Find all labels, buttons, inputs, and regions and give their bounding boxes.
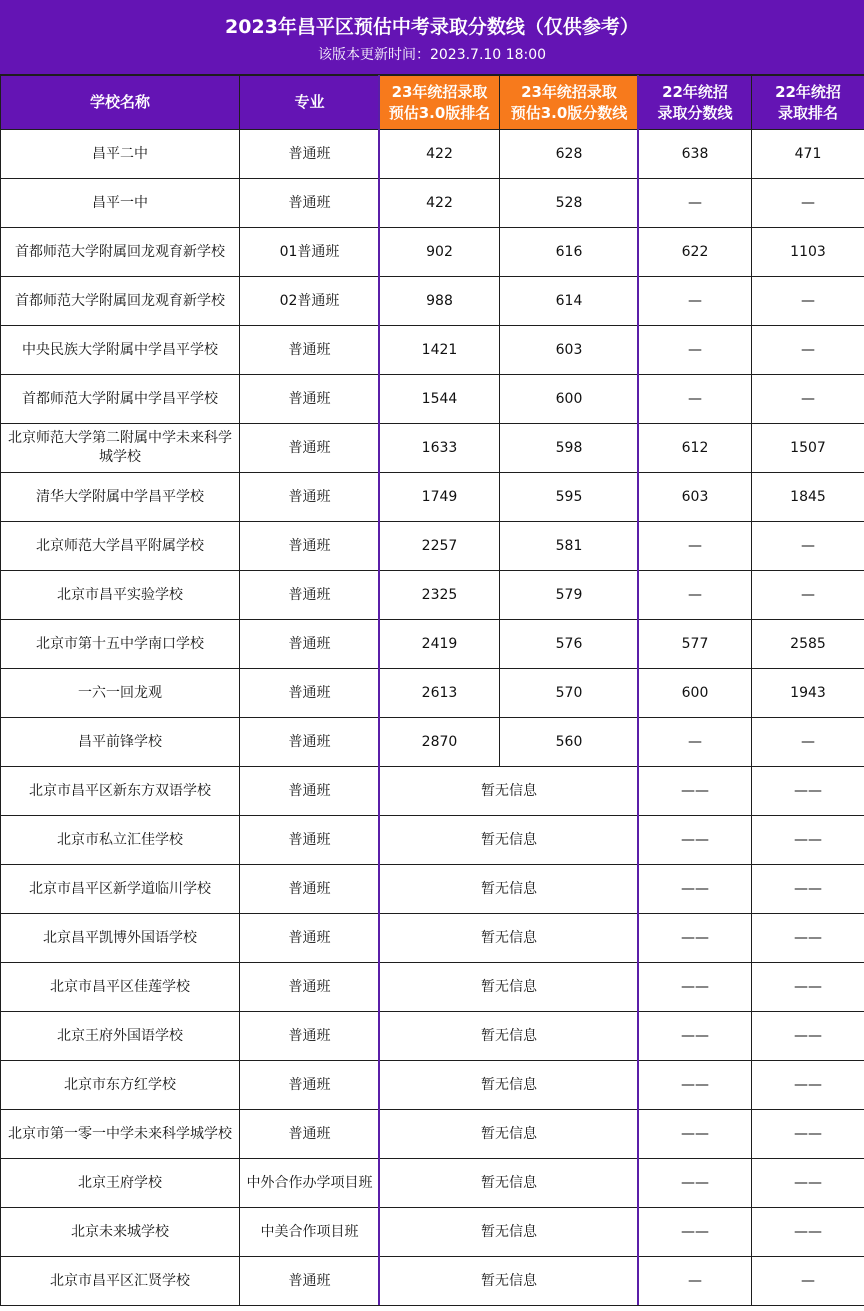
- rank-2022: —: [752, 375, 864, 424]
- table-row: [1, 1012, 864, 1061]
- school-name: 北京市私立汇佳学校: [1, 816, 240, 865]
- table-row: [1, 228, 864, 277]
- major: 中美合作项目班: [240, 1208, 380, 1257]
- major: 普通班: [240, 473, 380, 522]
- score-2022: 612: [639, 424, 752, 473]
- major: 普通班: [240, 620, 380, 669]
- rank-2023: 1544: [380, 375, 500, 424]
- table-row: [1, 179, 864, 228]
- major: 普通班: [240, 424, 380, 473]
- rank-2023: 422: [380, 130, 500, 179]
- major: 01普通班: [240, 228, 380, 277]
- major: 02普通班: [240, 277, 380, 326]
- rank-2022: —: [752, 179, 864, 228]
- col-header-rank23: 23年统招录取 预估3.0版排名: [380, 76, 500, 130]
- school-name: 首都师范大学附属回龙观育新学校: [1, 277, 240, 326]
- score-2023: 560: [500, 718, 639, 767]
- col-header-rank22: 22年统招 录取排名: [752, 76, 864, 130]
- score-2023: 603: [500, 326, 639, 375]
- school-name: 北京市昌平区新学道临川学校: [1, 865, 240, 914]
- school-name: 北京师范大学第二附属中学未来科学城学校: [1, 424, 240, 473]
- rank-2022: 2585: [752, 620, 864, 669]
- score-2023: 576: [500, 620, 639, 669]
- rank-2022: —: [752, 277, 864, 326]
- major: 普通班: [240, 1061, 380, 1110]
- score-2022: 622: [639, 228, 752, 277]
- table-row: [1, 130, 864, 179]
- rank-2022: ——: [752, 1159, 864, 1208]
- col-header-score23: 23年统招录取 预估3.0版分数线: [500, 76, 639, 130]
- table-row: [1, 424, 864, 473]
- table-row: [1, 669, 864, 718]
- school-name: 北京市第十五中学南口学校: [1, 620, 240, 669]
- table-row: [1, 914, 864, 963]
- no-info-cell: 暂无信息: [380, 1012, 639, 1061]
- col-header-score22: 22年统招 录取分数线: [639, 76, 752, 130]
- rank-2023: 2325: [380, 571, 500, 620]
- score-2022: —: [639, 522, 752, 571]
- rank-2022: ——: [752, 816, 864, 865]
- table-row: [1, 816, 864, 865]
- score-2022: ——: [639, 1208, 752, 1257]
- school-name: 北京市昌平实验学校: [1, 571, 240, 620]
- school-name: 北京市昌平区汇贤学校: [1, 1257, 240, 1306]
- score-2022: 638: [639, 130, 752, 179]
- score-2022: —: [639, 571, 752, 620]
- score-2022: ——: [639, 963, 752, 1012]
- page-title: 2023年昌平区预估中考录取分数线（仅供参考）: [225, 16, 639, 38]
- table-row: [1, 1061, 864, 1110]
- score-2022: 600: [639, 669, 752, 718]
- no-info-cell: 暂无信息: [380, 865, 639, 914]
- no-info-cell: 暂无信息: [380, 1257, 639, 1306]
- major: 普通班: [240, 1257, 380, 1306]
- no-info-cell: 暂无信息: [380, 816, 639, 865]
- rank-2022: ——: [752, 1110, 864, 1159]
- score-2022: ——: [639, 1159, 752, 1208]
- score-2023: 579: [500, 571, 639, 620]
- table-row: [1, 1110, 864, 1159]
- school-name: 北京王府学校: [1, 1159, 240, 1208]
- rank-2022: ——: [752, 865, 864, 914]
- score-2022: —: [639, 718, 752, 767]
- rank-2022: ——: [752, 1012, 864, 1061]
- rank-2022: —: [752, 1257, 864, 1306]
- school-name: 北京市昌平区佳莲学校: [1, 963, 240, 1012]
- rank-2022: —: [752, 718, 864, 767]
- table-row: [1, 1159, 864, 1208]
- rank-2023: 988: [380, 277, 500, 326]
- score-2022: ——: [639, 816, 752, 865]
- major: 普通班: [240, 669, 380, 718]
- rank-2023: 1421: [380, 326, 500, 375]
- score-2023: 598: [500, 424, 639, 473]
- major: 普通班: [240, 571, 380, 620]
- school-name: 中央民族大学附属中学昌平学校: [1, 326, 240, 375]
- school-name: 北京师范大学昌平附属学校: [1, 522, 240, 571]
- no-info-cell: 暂无信息: [380, 1110, 639, 1159]
- major: 普通班: [240, 522, 380, 571]
- school-name: 清华大学附属中学昌平学校: [1, 473, 240, 522]
- major: 普通班: [240, 816, 380, 865]
- rank-2022: —: [752, 326, 864, 375]
- table-row: [1, 1208, 864, 1257]
- rank-2023: 1749: [380, 473, 500, 522]
- rank-2022: ——: [752, 1208, 864, 1257]
- table-row: [1, 963, 864, 1012]
- rank-2022: —: [752, 571, 864, 620]
- rank-2022: ——: [752, 963, 864, 1012]
- school-name: 昌平前锋学校: [1, 718, 240, 767]
- no-info-cell: 暂无信息: [380, 914, 639, 963]
- rank-2022: ——: [752, 1061, 864, 1110]
- score-2022: —: [639, 277, 752, 326]
- no-info-cell: 暂无信息: [380, 1208, 639, 1257]
- school-name: 昌平二中: [1, 130, 240, 179]
- major: 中外合作办学项目班: [240, 1159, 380, 1208]
- major: 普通班: [240, 767, 380, 816]
- score-2022: ——: [639, 914, 752, 963]
- major: 普通班: [240, 130, 380, 179]
- table-row: [1, 375, 864, 424]
- no-info-cell: 暂无信息: [380, 963, 639, 1012]
- score-2022: —: [639, 179, 752, 228]
- major: 普通班: [240, 179, 380, 228]
- table-row: [1, 473, 864, 522]
- major: 普通班: [240, 865, 380, 914]
- score-2022: ——: [639, 1012, 752, 1061]
- score-2023: 628: [500, 130, 639, 179]
- school-name: 昌平一中: [1, 179, 240, 228]
- major: 普通班: [240, 1110, 380, 1159]
- no-info-cell: 暂无信息: [380, 1061, 639, 1110]
- score-2022: ——: [639, 865, 752, 914]
- score-2022: —: [639, 1257, 752, 1306]
- score-2022: 603: [639, 473, 752, 522]
- table-row: [1, 865, 864, 914]
- rank-2022: —: [752, 522, 864, 571]
- rank-2023: 1633: [380, 424, 500, 473]
- table-row: [1, 277, 864, 326]
- column-divider-right: [637, 75, 639, 1305]
- major: 普通班: [240, 375, 380, 424]
- table-row: [1, 522, 864, 571]
- school-name: 北京昌平凯博外国语学校: [1, 914, 240, 963]
- major: 普通班: [240, 963, 380, 1012]
- rank-2023: 422: [380, 179, 500, 228]
- major: 普通班: [240, 1012, 380, 1061]
- table-row: [1, 1257, 864, 1306]
- no-info-cell: 暂无信息: [380, 1159, 639, 1208]
- rank-2023: 2419: [380, 620, 500, 669]
- table-row: [1, 620, 864, 669]
- score-table: [0, 75, 864, 1306]
- rank-2022: 1507: [752, 424, 864, 473]
- major: 普通班: [240, 326, 380, 375]
- rank-2023: 2257: [380, 522, 500, 571]
- score-2022: ——: [639, 1110, 752, 1159]
- score-2023: 614: [500, 277, 639, 326]
- rank-2022: 1103: [752, 228, 864, 277]
- major: 普通班: [240, 914, 380, 963]
- table-row: [1, 718, 864, 767]
- col-header-school: 学校名称: [1, 76, 240, 130]
- school-name: 北京市东方红学校: [1, 1061, 240, 1110]
- school-name: 北京市第一零一中学未来科学城学校: [1, 1110, 240, 1159]
- score-2022: 577: [639, 620, 752, 669]
- no-info-cell: 暂无信息: [380, 767, 639, 816]
- table-row: [1, 326, 864, 375]
- update-time: 该版本更新时间：2023.7.10 18:00: [317, 47, 547, 63]
- title-bar: [0, 0, 864, 75]
- score-2022: ——: [639, 767, 752, 816]
- rank-2022: ——: [752, 767, 864, 816]
- rank-2022: 471: [752, 130, 864, 179]
- score-2022: —: [639, 326, 752, 375]
- rank-2022: ——: [752, 914, 864, 963]
- rank-2023: 2870: [380, 718, 500, 767]
- table-header-row: [1, 76, 864, 130]
- school-name: 一六一回龙观: [1, 669, 240, 718]
- school-name: 北京王府外国语学校: [1, 1012, 240, 1061]
- score-2023: 570: [500, 669, 639, 718]
- score-2023: 616: [500, 228, 639, 277]
- rank-2022: 1943: [752, 669, 864, 718]
- school-name: 首都师范大学附属中学昌平学校: [1, 375, 240, 424]
- score-2023: 528: [500, 179, 639, 228]
- major: 普通班: [240, 718, 380, 767]
- column-divider-left: [378, 75, 380, 1305]
- school-name: 北京未来城学校: [1, 1208, 240, 1257]
- score-2022: —: [639, 375, 752, 424]
- score-2023: 581: [500, 522, 639, 571]
- rank-2023: 902: [380, 228, 500, 277]
- school-name: 北京市昌平区新东方双语学校: [1, 767, 240, 816]
- table-row: [1, 571, 864, 620]
- score-2023: 600: [500, 375, 639, 424]
- table-row: [1, 767, 864, 816]
- score-2023: 595: [500, 473, 639, 522]
- score-2022: ——: [639, 1061, 752, 1110]
- rank-2022: 1845: [752, 473, 864, 522]
- col-header-major: 专业: [240, 76, 380, 130]
- school-name: 首都师范大学附属回龙观育新学校: [1, 228, 240, 277]
- rank-2023: 2613: [380, 669, 500, 718]
